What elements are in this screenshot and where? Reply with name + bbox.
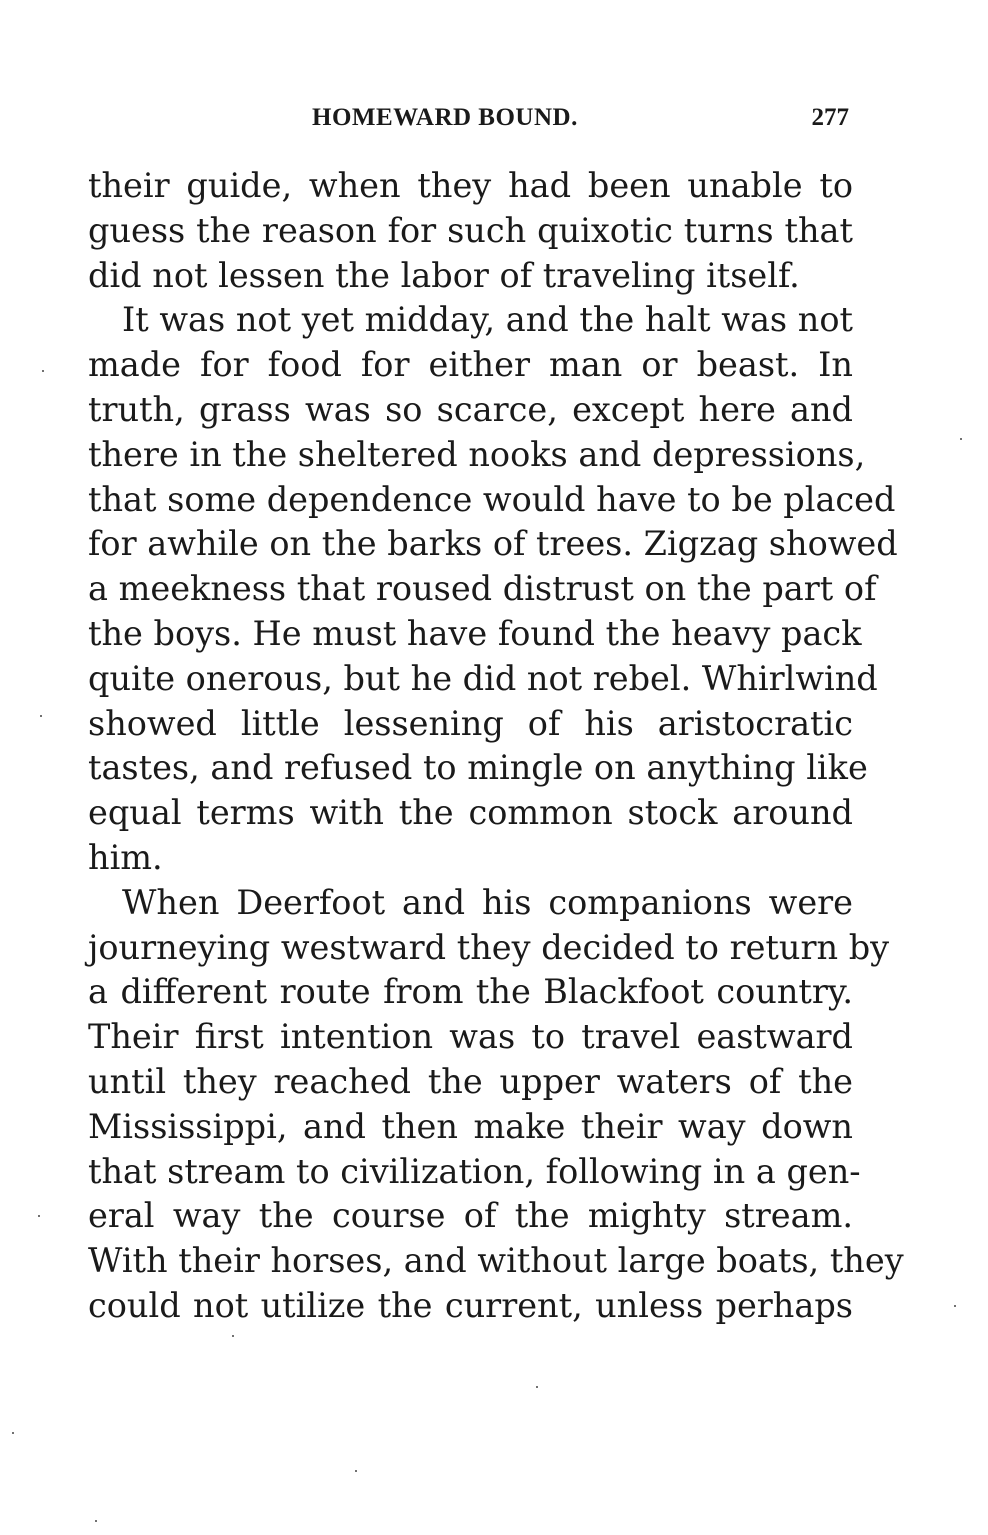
text-line: their guide, when they had been unable to [88,166,853,205]
text-line: a meekness that roused distrust on the part of [88,569,877,609]
page-number: 277 [811,104,849,131]
text-line: a different route from the Blackfoot country. [88,972,853,1012]
paragraph [88,164,853,298]
text-line: Mississippi, and then make their way down [88,1106,853,1146]
paragraph [88,881,904,1329]
page-header [88,100,853,140]
text-line: him. [88,837,163,877]
text-line: It was not yet midday, and the halt was not [122,300,853,340]
running-head: HOMEWARD BOUND. [312,104,578,131]
text-line: did not lessen the labor of traveling itself. [88,255,800,295]
text-line: that some dependence would have to be placed [88,479,896,519]
text-line: equal terms with the common stock around [88,793,853,833]
paper-speck [355,1470,357,1472]
text-line: guess the reason for such quixotic turns that [88,210,853,250]
text-line: for awhile on the barks of trees. Zigzag showed [88,524,898,564]
body-text [88,164,904,1329]
text-line: Their first intention was to travel eastward [88,1017,853,1057]
text-line: that stream to civilization, following in a gen- [88,1151,861,1191]
text-line: tastes, and refused to mingle on anything like [88,748,868,788]
text-line: eral way the course of the mighty stream. [88,1196,853,1236]
paper-speck [38,1215,40,1217]
text-line: showed little lessening of his aristocratic [88,703,853,743]
text-line: until they reached the upper waters of the [88,1061,853,1101]
paper-speck [95,1520,97,1522]
paper-speck [42,370,44,372]
text-line: truth, grass was so scarce, except here and [88,389,853,429]
paper-speck [40,715,42,717]
text-line: quite onerous, but he did not rebel. Whirlwind [88,658,878,698]
text-line: With their horses, and without large boats, they [88,1241,904,1281]
text-line: made for food for either man or beast. In [88,345,853,385]
text-line: could not utilize the current, unless perhaps [88,1285,853,1325]
text-line: When Deerfoot and his companions were [122,882,853,922]
paper-speck [960,438,962,440]
text-line: there in the sheltered nooks and depressions, [88,434,866,474]
paper-speck [536,1386,538,1388]
text-line: journeying westward they decided to return by [88,927,890,967]
paragraph [88,298,898,880]
text-line: the boys. He must have found the heavy pack [88,613,862,653]
paper-speck [232,1335,234,1337]
paper-speck [954,1305,956,1307]
paper-speck [12,1432,14,1434]
